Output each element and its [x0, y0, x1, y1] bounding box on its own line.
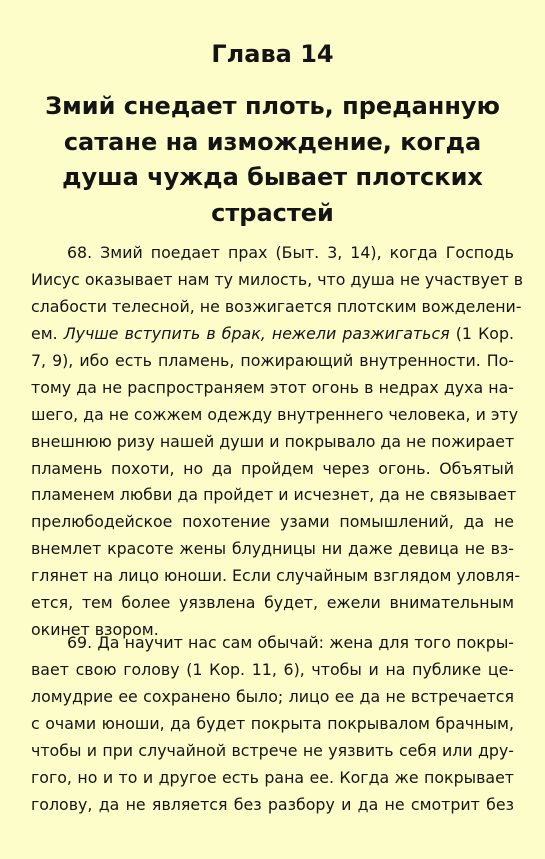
text-line: чтобы и при случайной встрече не уязвить себя или дру- [31, 740, 514, 760]
text-line: 69. Да научит нас сам обычай: жена для того покры- [67, 633, 514, 652]
chapter-title-line: душа чужда бывает плотских [62, 163, 483, 191]
text-line: ломудрие ее сохранено было; лицо ее да не встречается [31, 686, 514, 706]
text-line: тому да не распространяем этот огонь в недрах духа на- [31, 377, 514, 397]
chapter-title-line: сатане на измождение, когда [63, 127, 482, 156]
reference-fragment: (1 Кор. [455, 323, 514, 343]
text-line: внемлет красоте жены блудницы ни даже девица не вз- [31, 539, 514, 559]
chapter-title-line: страстей [211, 198, 334, 227]
text-line: пламень похоти, но да пройдем через огонь. Объятый [31, 458, 514, 478]
text-line [31, 321, 514, 348]
text-line: Иисус оказывает нам ту милость, что душа не участвует в [31, 269, 524, 289]
text-line: шего, да не сожжем одежду внутреннего человека, и эту [31, 404, 519, 424]
text-line: с очами юноши, да будет покрыта покрывалом брачным, [31, 713, 514, 733]
text-line: вает свою голову (1 Кор. 11, 6), чтобы и на публике це- [31, 659, 514, 679]
text-line: слабости телесной, не возжигается плотским вожделени- [31, 296, 522, 316]
text-line: голову, да не является без разбору и да не смотрит без [31, 794, 514, 814]
chapter-heading: Глава 14 [211, 40, 334, 68]
text-line: ется, тем более уязвлена будет, ежели внимательным [31, 593, 514, 613]
text-line: окинет взором. [31, 620, 159, 640]
text-line: прелюбодейское похотение узами помышлений, да не [31, 512, 514, 532]
text-line: глянет на лицо юноши. Если случайным взглядом уловля- [31, 566, 521, 586]
text-line: гого, но и то и другое есть рана ее. Когда же покрывает [31, 767, 514, 787]
text-line: внешнюю ризу нашей души и покрывало да не пожирает [31, 431, 515, 451]
text-line: 68. Змий поедает прах (Быт. 3, 14), когда Господь [67, 243, 514, 262]
text-fragment: ем. [31, 323, 58, 343]
chapter-title [30, 89, 515, 231]
scripture-quote: Лучше вступить в брак, нежели разжигаться [63, 323, 450, 343]
text-line: 7, 9), ибо есть пламень, пожирающий внутренности. По- [31, 350, 514, 370]
paragraph-69 [31, 630, 514, 819]
chapter-title-line: Змий снедает плоть, преданную [45, 92, 500, 120]
text-line: пламенем любви да пройдет и исчезнет, да не связывает [31, 485, 517, 505]
paragraph-68 [31, 240, 524, 644]
